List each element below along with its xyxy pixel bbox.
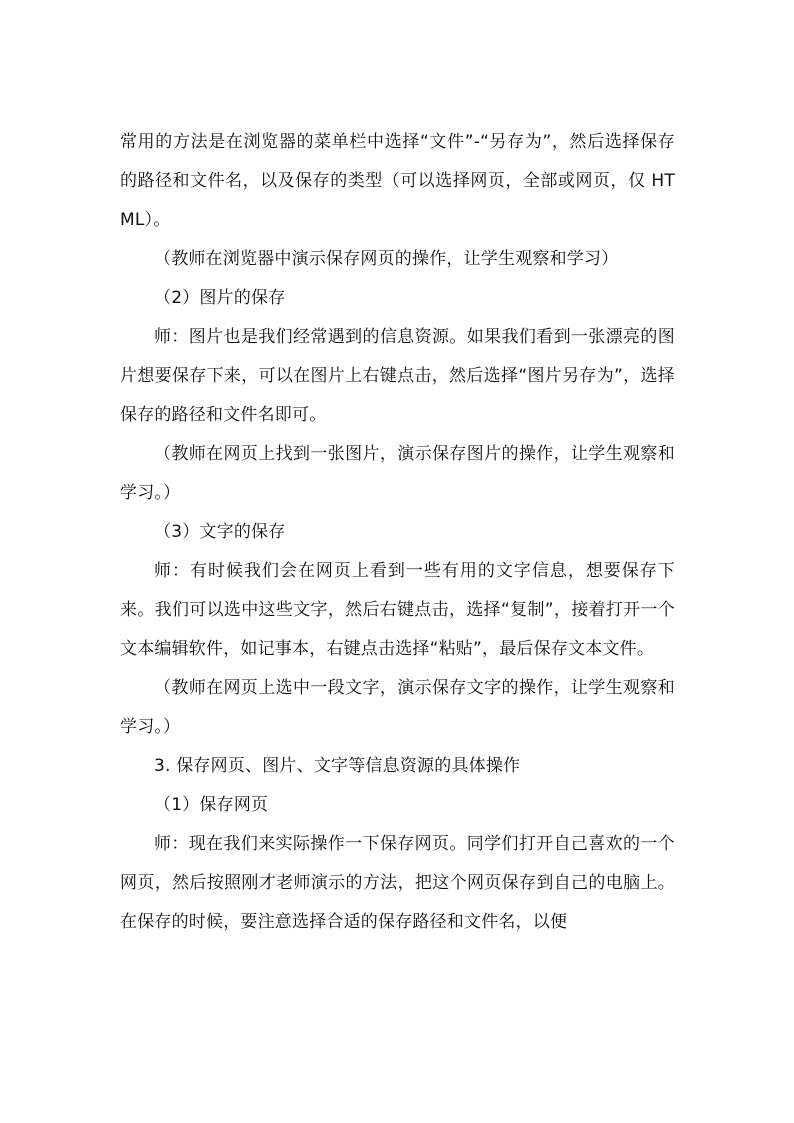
paragraph-image-save: 师：图片也是我们经常遇到的信息资源。如果我们看到一张漂亮的图片想要保存下来，可以在图片上右键点击，然后选择“图片另存为”，选择保存的路径和文件名即可。	[120, 327, 675, 425]
teacher-demo-note-webpage: （教师在浏览器中演示保存网页的操作，让学生观察和学习）	[154, 249, 619, 269]
subheading-save-webpage: （1）保存网页	[154, 795, 269, 815]
teacher-demo-note-image: （教师在网页上找到一张图片，演示保存图片的操作，让学生观察和学习。）	[120, 444, 675, 503]
document-body	[120, 123, 675, 942]
section-heading-specific-operations: 3. 保存网页、图片、文字等信息资源的具体操作	[154, 756, 521, 776]
subheading-text-save: （3）文字的保存	[154, 522, 286, 542]
paragraph-text-save: 师：有时候我们会在网页上看到一些有用的文字信息，想要保存下来。我们可以选中这些文字，然后右键点击，选择“复制”，接着打开一个文本编辑软件，如记事本，右键点击选择“粘贴”，最后保存文本文件。	[120, 561, 675, 659]
teacher-demo-note-text: （教师在网页上选中一段文字，演示保存文字的操作，让学生观察和学习。）	[120, 678, 675, 737]
paragraph-save-webpage-method: 常用的方法是在浏览器的菜单栏中选择“文件”-“另存为”，然后选择保存的路径和文件名，以及保存的类型（可以选择网页，全部或网页，仅 HTML）。	[120, 132, 675, 230]
subheading-image-save: （2）图片的保存	[154, 288, 286, 308]
paragraph-practice-save-webpage: 师：现在我们来实际操作一下保存网页。同学们打开自己喜欢的一个网页，然后按照刚才老师演示的方法，把这个网页保存到自己的电脑上。在保存的时候，要注意选择合适的保存路径和文件名，以便	[120, 834, 675, 932]
